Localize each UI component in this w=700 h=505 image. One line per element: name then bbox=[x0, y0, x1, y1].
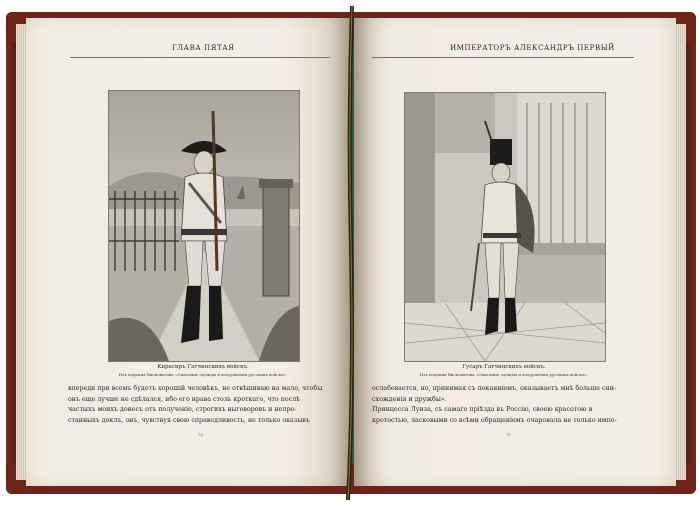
left-text-line: частыхъ моихъ донесъ отъ полученіе, строгихъ выговоровъ и непре- bbox=[68, 406, 297, 413]
left-caption-source: Изъ издания Висковатова «Описание одежды и вооружения русскихъ войскъ». bbox=[118, 372, 288, 377]
right-text-line: ослабевается, но, принимая съ покаяніемъ, оказываетъ мнѣ больше сни- bbox=[372, 385, 617, 392]
ribbon-bookmark bbox=[346, 6, 356, 500]
cuirassier-engraving bbox=[109, 91, 299, 361]
right-caption-title: Гусаръ Гатчинскихъ войскъ. bbox=[462, 364, 546, 370]
left-text-line: станныхъ доклъ, онъ, чувствуя свою справедливость, не только оказывъ bbox=[68, 416, 310, 424]
left-text-line: впереди при всемъ будетъ хорошій человѣкъ, не отвѣшиваю на мало, чтобы bbox=[68, 385, 323, 392]
left-caption-title: Кирасиръ Гатчинскихъ войскъ. bbox=[157, 364, 249, 370]
left-illustration-plate bbox=[108, 90, 300, 362]
right-illustration-plate bbox=[404, 92, 606, 362]
hussar-engraving bbox=[405, 93, 605, 361]
left-text-line: онъ еще лучше не сдѣлался, ибо его нрава столь кроткаго, что послѣ bbox=[68, 395, 301, 403]
right-caption-source: Изъ издания Висковатова «Описание одежды и вооружения русскихъ войскъ». bbox=[419, 372, 589, 377]
left-body-text bbox=[68, 384, 330, 426]
right-page-header: ИМПЕРАТОРЪ АЛЕКСАНДРЪ ПЕРВЫЙ bbox=[450, 44, 615, 52]
left-page-number: 70 bbox=[198, 432, 204, 437]
right-text-line: схожденія и дружбы». bbox=[372, 395, 447, 403]
left-header-rule bbox=[70, 57, 330, 58]
right-text-line: кротостью, ласковыми со всѣми обращеніемъ очаровала не только импе- bbox=[372, 416, 617, 424]
right-page-number: 71 bbox=[506, 432, 512, 437]
right-body-text bbox=[372, 384, 636, 426]
right-header-rule bbox=[372, 57, 634, 58]
left-page-header: ГЛАВА ПЯТАЯ bbox=[172, 44, 235, 52]
right-text-line: Принцесса Луиза, съ самаго пріѣзда въ Россію, своею красотою и bbox=[372, 406, 593, 413]
